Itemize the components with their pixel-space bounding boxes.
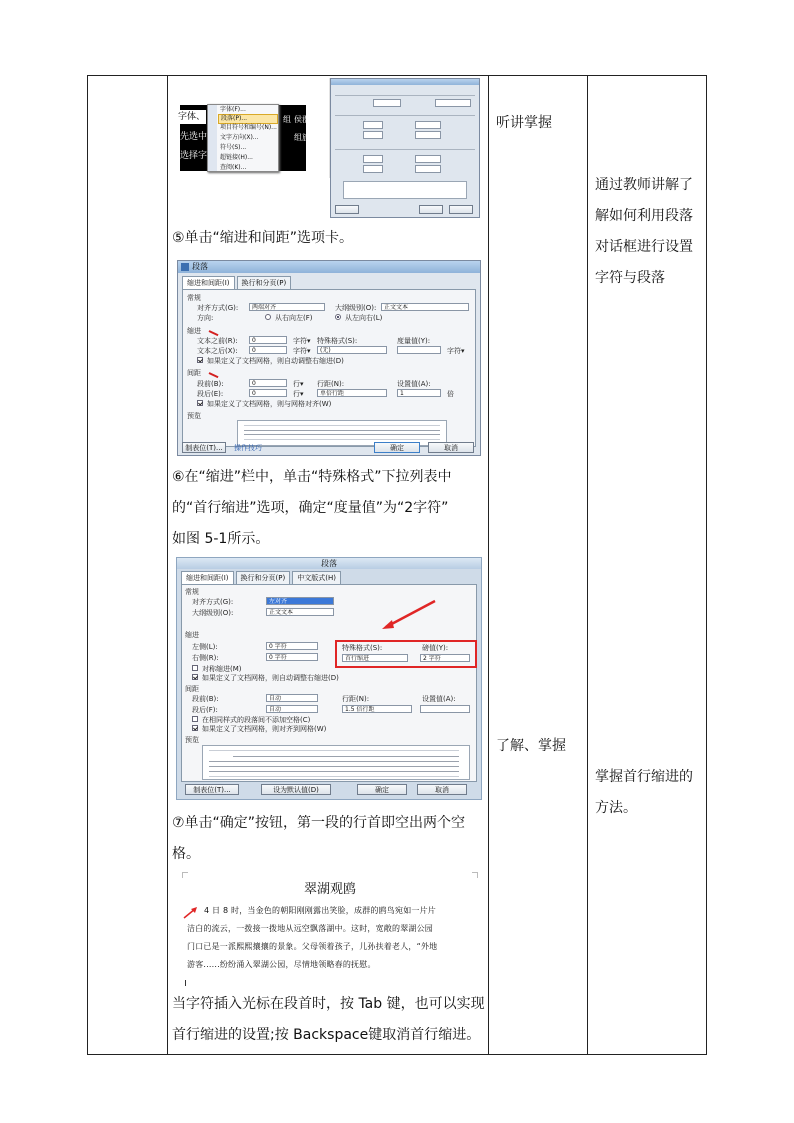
preview-line — [209, 776, 459, 777]
menu-item-direction[interactable]: 文字方向(X)... — [220, 134, 259, 141]
grid-align-label: 如果定义了文档网格，则与网格对齐(W) — [207, 400, 332, 408]
before-input[interactable]: 自动 — [266, 694, 318, 702]
align-label: 对齐方式(G): — [192, 598, 234, 606]
preview-line — [244, 430, 440, 431]
dialog-tabs — [178, 273, 480, 289]
mini-field[interactable] — [435, 99, 471, 107]
dialog-titlebar — [177, 558, 481, 569]
radio-rtl[interactable] — [265, 314, 271, 320]
dialog-title: 段落 — [192, 262, 208, 271]
line-select[interactable]: 1.5 倍行距 — [342, 705, 412, 713]
menu-icon-strip — [208, 105, 217, 171]
step-6-line-3: 如图 5-1所示。 — [172, 531, 270, 547]
tips-link[interactable]: 操作技巧 — [234, 444, 262, 452]
after-text-label: 文本之后(X): — [197, 347, 238, 355]
mini-field[interactable] — [415, 131, 441, 139]
doc-fragment: 选择字 — [180, 151, 208, 161]
outline-label: 大纲级别(O): — [335, 304, 377, 312]
ok-button[interactable]: 确定 — [357, 784, 407, 795]
sample-title: 翠湖观鸥 — [303, 882, 356, 897]
tabstops-button[interactable]: 制表位(T)... — [182, 442, 226, 453]
mirror-checkbox[interactable] — [192, 665, 198, 671]
section-indent: 缩进 — [185, 631, 199, 639]
unit-char[interactable]: 字符▾ — [447, 347, 465, 355]
setting-label: 设置值(A): — [397, 380, 431, 388]
tab-line-page-breaks[interactable]: 换行和分页(P) — [237, 276, 292, 289]
tab-indent-spacing[interactable]: 缩进和间距(I) — [181, 571, 234, 584]
setting-input[interactable]: 1 — [397, 389, 441, 397]
spacing-after-input[interactable]: 0 — [249, 389, 287, 397]
menu-item-lookup[interactable]: 查阅(K)... — [220, 164, 247, 171]
unit-char[interactable]: 字符▾ — [293, 347, 311, 355]
student-activity-1: 听讲掌握 — [496, 115, 552, 131]
before-text-input[interactable]: 0 — [249, 336, 287, 344]
preview-line — [209, 771, 459, 772]
text-cursor — [185, 980, 186, 986]
section-general: 常规 — [185, 588, 199, 596]
step-7-line-2: 格。 — [172, 846, 200, 862]
menu-item-symbol[interactable]: 符号(S)... — [220, 144, 247, 151]
mini-cancel-button[interactable] — [449, 205, 473, 214]
table-top-border — [87, 75, 707, 76]
setting-input[interactable] — [420, 705, 470, 713]
measure-label: 磅值(Y): — [422, 644, 449, 652]
special-select[interactable]: 首行缩进 — [342, 654, 408, 662]
sample-line: 游客......纷纷涌入翠湖公园，尽情地领略春的抚慰。 — [187, 960, 376, 969]
section-indent: 缩进 — [187, 327, 201, 335]
doc-fragment: 侯群 — [294, 115, 310, 124]
tab-indent-spacing[interactable]: 缩进和间距(I) — [182, 276, 235, 289]
section-spacing: 间距 — [187, 369, 201, 377]
mini-preview — [343, 181, 467, 199]
mini-field[interactable] — [363, 121, 383, 129]
mini-field[interactable] — [415, 155, 441, 163]
step-6-line-2: 的“首行缩进”选项，确定“度量值”为“2字符” — [172, 500, 449, 516]
outline-select[interactable]: 正文文本 — [266, 608, 334, 616]
dialog-title: 段落 — [321, 559, 337, 568]
doc-fragment: 组 — [283, 115, 291, 124]
table-col-divider-1 — [167, 75, 168, 1055]
measure-input[interactable] — [397, 346, 441, 354]
design-intent-1-line: 字符与段落 — [595, 270, 665, 286]
spacing-before-label: 段前(B): — [197, 380, 224, 388]
tip-line-1: 当字符插入光标在段首时，按 Tab 键，也可以实现 — [172, 996, 485, 1012]
mini-field[interactable] — [415, 121, 441, 129]
menu-item-hyperlink[interactable]: 超链接(H)... — [220, 154, 253, 161]
screenshot-paragraph-dialog-1 — [177, 260, 481, 456]
before-text-label: 文本之前(R): — [197, 337, 238, 345]
dialog-app-icon — [181, 263, 189, 271]
design-intent-1-line: 解如何利用段落 — [595, 208, 693, 224]
preview-line — [244, 439, 440, 440]
set-default-button[interactable]: 设为默认值(D) — [261, 784, 331, 795]
mini-dialog-titlebar — [331, 79, 479, 85]
mirror-label: 对称缩进(M) — [202, 665, 242, 673]
mini-paragraph-dialog — [330, 78, 480, 218]
design-intent-2-line: 掌握首行缩进的 — [595, 769, 693, 785]
table-col-divider-3 — [587, 75, 588, 1055]
preview-line — [209, 766, 459, 767]
mini-field[interactable] — [363, 155, 383, 163]
context-menu — [207, 104, 279, 172]
doc-fragment: 组旅 — [294, 133, 310, 142]
mini-ok-button[interactable] — [419, 205, 443, 214]
special-label: 特殊格式(S): — [342, 644, 383, 652]
mini-divider — [335, 95, 475, 96]
mini-field[interactable] — [373, 99, 401, 107]
radio-ltr-label: 从左向右(L) — [345, 314, 383, 322]
grid-indent-label: 如果定义了文档网格，则自动调整右缩进(D) — [202, 674, 339, 682]
before-label: 段前(B): — [192, 695, 219, 703]
tip-line-2: 首行缩进的设置;按 Backspace键取消首行缩进。 — [172, 1027, 481, 1043]
after-text-input[interactable]: 0 — [249, 346, 287, 354]
mini-divider — [335, 149, 475, 150]
setting-label: 设置值(A): — [422, 695, 456, 703]
screenshot-indented-paragraph — [182, 872, 478, 988]
grid-indent-checkbox[interactable] — [192, 674, 198, 680]
outline-label: 大纲级别(O): — [192, 609, 234, 617]
step-5-text: ⑤单击“缩进和间距”选项卡。 — [172, 230, 354, 246]
mini-dialog-body — [335, 91, 475, 201]
mini-field[interactable] — [415, 165, 441, 173]
direction-label: 方向: — [197, 314, 214, 322]
sample-line: 4 日 8 时，当金色的朝阳刚刚露出笑脸，成群的鸥鸟宛如一片片 — [204, 906, 437, 915]
red-arrow-icon — [380, 598, 440, 632]
right-indent-input[interactable]: 0 字符 — [266, 653, 318, 661]
mini-divider — [335, 115, 475, 116]
cancel-button[interactable]: 取消 — [428, 442, 474, 453]
unit-times: 倍 — [447, 390, 454, 398]
tab-line-page-breaks[interactable]: 换行和分页(P) — [236, 571, 291, 584]
student-activity-2: 了解、掌握 — [496, 738, 566, 754]
sample-line: 门口已是一派熙熙攘攘的景象。父母领着孩子，儿孙扶着老人，“外地 — [187, 942, 438, 951]
spacing-before-input[interactable]: 0 — [249, 379, 287, 387]
line-label: 行距(N): — [342, 695, 370, 703]
unit-line[interactable]: 行▾ — [293, 390, 304, 398]
line-spacing-label: 行距(N): — [317, 380, 345, 388]
table-right-border — [706, 75, 707, 1055]
align-select[interactable]: 左对齐 — [266, 597, 334, 605]
step-7-line-1: ⑦单击“确定”按钮，第一段的行首即空出两个空 — [172, 815, 466, 831]
design-intent-1-line: 通过教师讲解了 — [595, 177, 693, 193]
measure-input[interactable]: 2 字符 — [420, 654, 470, 662]
preview-line — [209, 761, 459, 762]
radio-rtl-label: 从右向左(F) — [275, 314, 313, 322]
preview-line — [233, 756, 459, 757]
tab-asian-typography[interactable]: 中文版式(H) — [292, 571, 341, 584]
grid-indent-label: 如果定义了文档网格，则自动调整右缩进(D) — [207, 357, 344, 365]
screenshot-paragraph-dialog-2 — [176, 557, 482, 800]
grid-indent-checkbox[interactable] — [197, 357, 203, 363]
grid-align-label: 如果定义了文档网格，则对齐到网格(W) — [202, 725, 327, 733]
after-input[interactable]: 自动 — [266, 705, 318, 713]
left-indent-label: 左侧(L): — [192, 643, 218, 651]
doc-fragment: 先选中 — [180, 132, 208, 142]
dialog-titlebar — [178, 261, 480, 273]
line-spacing-select[interactable]: 单倍行距 — [317, 389, 387, 397]
design-intent-1-line: 对话框进行设置 — [595, 239, 693, 255]
menu-item-font[interactable]: 字体(F)... — [220, 106, 246, 113]
design-intent-1 — [595, 170, 703, 294]
design-intent-2-line: 方法。 — [595, 800, 637, 816]
dialog-pane — [182, 289, 476, 447]
table-left-border — [87, 75, 88, 1055]
cancel-button[interactable]: 取消 — [417, 784, 467, 795]
section-spacing: 间距 — [185, 685, 199, 693]
section-preview: 预览 — [185, 736, 199, 744]
design-intent-2 — [595, 762, 703, 824]
section-preview: 预览 — [187, 412, 201, 420]
doc-fragment: 字体、 — [178, 112, 206, 122]
mini-tabstops-button[interactable] — [335, 205, 359, 214]
preview-box — [202, 745, 470, 780]
outline-select[interactable]: 正文文本 — [381, 303, 469, 311]
radio-ltr[interactable] — [335, 314, 341, 320]
right-indent-label: 右侧(R): — [192, 654, 219, 662]
section-general: 常规 — [187, 294, 201, 302]
spacing-after-label: 段后(E): — [197, 390, 224, 398]
dialog-tabs — [177, 569, 481, 584]
no-space-checkbox[interactable] — [192, 716, 198, 722]
preview-line — [244, 425, 440, 426]
red-arrow-icon — [182, 906, 198, 920]
grid-align-checkbox[interactable] — [197, 400, 203, 406]
sample-line: 洁白的流云，一拨接一拨地从远空飘落湖中。这时，宽敞的翠湖公园 — [187, 924, 433, 933]
mini-field[interactable] — [363, 131, 383, 139]
align-label: 对齐方式(G): — [197, 304, 239, 312]
grid-align-checkbox[interactable] — [192, 725, 198, 731]
ok-button[interactable]: 确定 — [374, 442, 420, 453]
table-bottom-border — [87, 1054, 707, 1055]
unit-line[interactable]: 行▾ — [293, 380, 304, 388]
mini-field[interactable] — [363, 165, 383, 173]
no-space-label: 在相同样式的段落间不添加空格(C) — [202, 716, 311, 724]
step-6-line-1: ⑥在“缩进”栏中，单击“特殊格式”下拉列表中 — [172, 469, 452, 485]
align-select[interactable]: 两端对齐 — [249, 303, 325, 311]
preview-line — [244, 434, 440, 435]
preview-line — [209, 750, 459, 751]
special-label: 特殊格式(S): — [317, 337, 358, 345]
left-indent-input[interactable]: 0 字符 — [266, 642, 318, 650]
menu-item-bullets[interactable]: 项目符号和编号(N)... — [220, 124, 277, 131]
special-select[interactable]: (无) — [317, 346, 387, 354]
after-label: 段后(F): — [192, 706, 218, 714]
tabstops-button[interactable]: 制表位(T)... — [185, 784, 239, 795]
red-arrow-icon — [209, 372, 219, 378]
ribbon-strip — [306, 78, 330, 178]
table-col-divider-2 — [488, 75, 489, 1055]
measure-label: 度量值(Y): — [397, 337, 431, 345]
screenshot-context-menu — [176, 78, 480, 218]
menu-item-paragraph[interactable]: 段落(P)... — [218, 114, 278, 124]
unit-char[interactable]: 字符▾ — [293, 337, 311, 345]
